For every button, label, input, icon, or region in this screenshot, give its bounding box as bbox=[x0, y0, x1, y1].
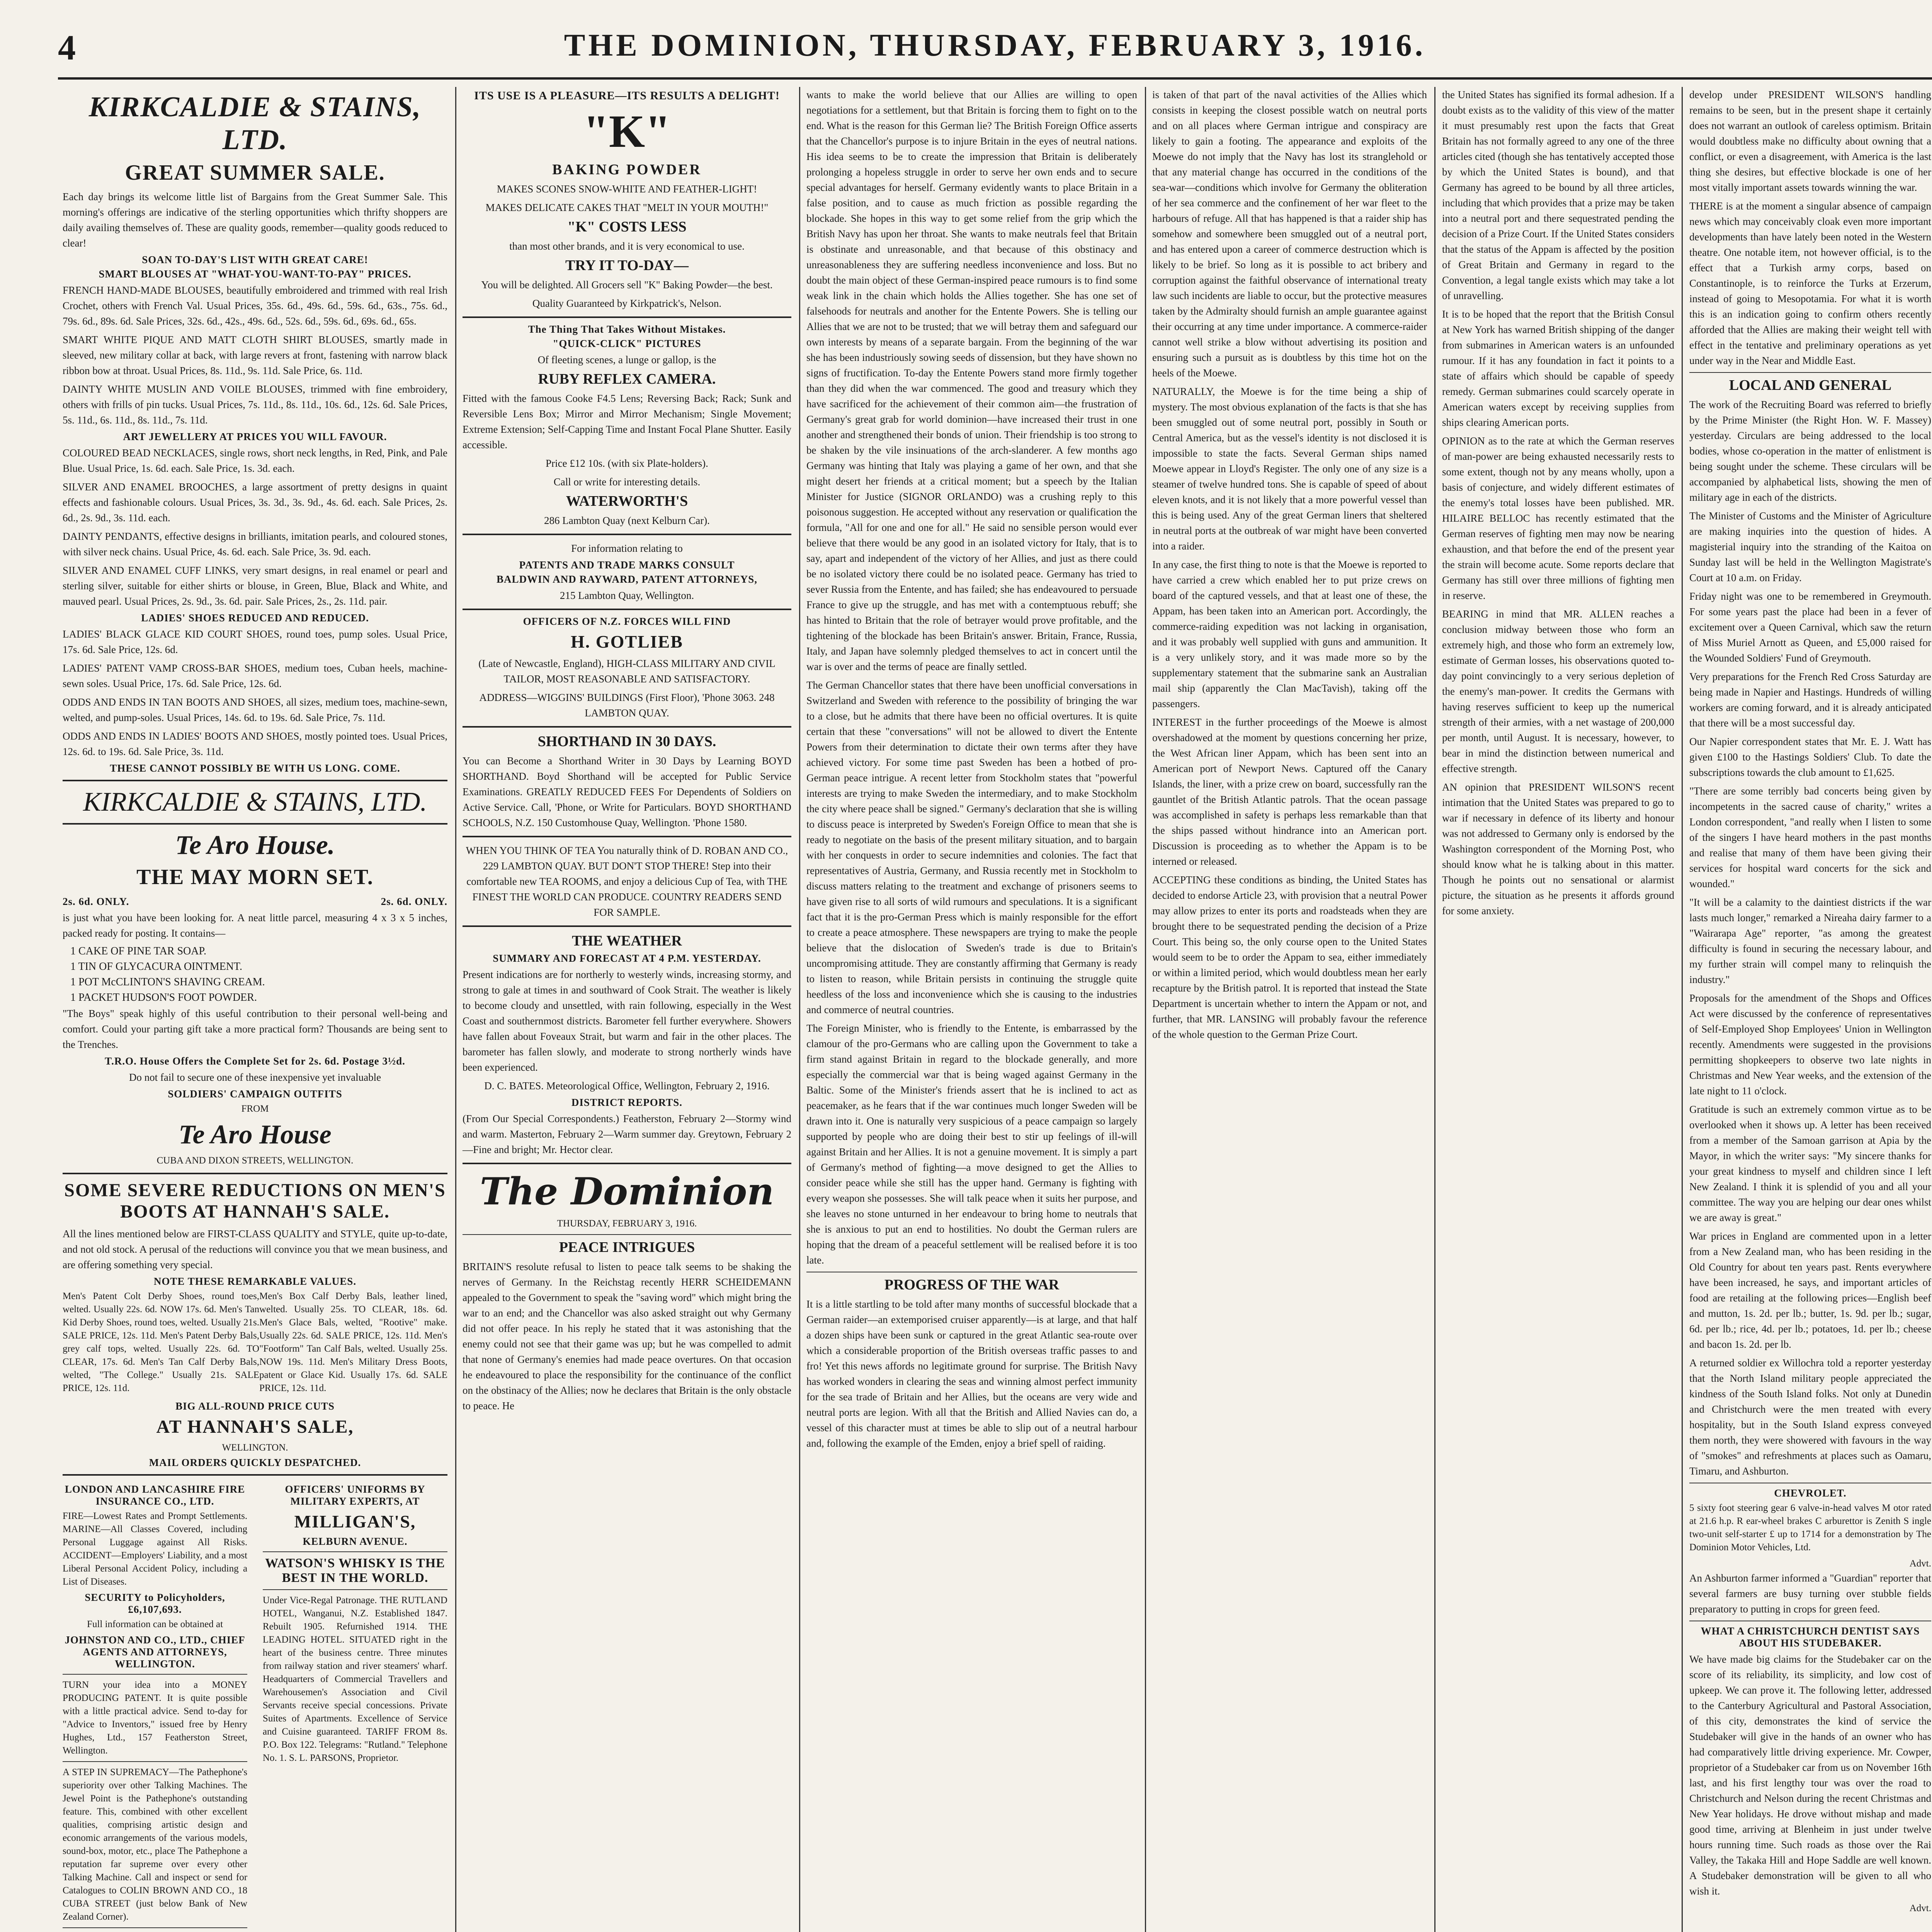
district-heading: DISTRICT REPORTS. bbox=[571, 1097, 683, 1108]
london-agents: JOHNSTON AND CO., LTD., CHIEF AGENTS AND ATTORNEYS, WELLINGTON. bbox=[65, 1634, 245, 1670]
ad-divider bbox=[263, 1589, 447, 1590]
local-news-item: Proposals for the amendment of the Shops and Offices Act were discussed by the conference of representatives of Self-Employed Shop Employees' Union in Wellington recently. Amendments were suggested in the provisions permitting shopkeepers to observe two late nights in Christmas and New Year weeks, and the extension of the late night to 11 o'clock. bbox=[1689, 992, 1931, 1097]
te-aro-price: 2s. 6d. ONLY. bbox=[381, 896, 447, 907]
kirkcaldie-subheading: SMART BLOUSES AT "WHAT-YOU-WANT-TO-PAY" PRICES. bbox=[99, 268, 412, 280]
weather-subheading: SUMMARY AND FORECAST AT 4 P.M. YESTERDAY. bbox=[493, 952, 761, 964]
camera-product: RUBY REFLEX CAMERA. bbox=[538, 371, 716, 387]
kirkcaldie-subheading: ART JEWELLERY AT PRICES YOU WILL FAVOUR. bbox=[123, 431, 387, 442]
te-aro-paragraph: "The Boys" speak highly of this useful contribution to their personal well-being and comfort. Could your parting gift take a more practical form? Thousands are being sent to the Trenches. bbox=[63, 1008, 447, 1050]
kirkcaldie-intro: Each day brings its welcome little list of Bargains from the Great Summer Sale. This morning's offerings are indicative of the sterling opportunities which thrifty shoppers are daily availing themselves of. These are quality goods, remember—quality goods reduced to clear! bbox=[63, 191, 447, 249]
column-3-editorial bbox=[802, 87, 1142, 1932]
camera-cta: Call or write for interesting details. bbox=[553, 476, 701, 488]
milligan-heading: OFFICERS' UNIFORMS BY MILITARY EXPERTS, AT bbox=[285, 1483, 425, 1507]
kirkcaldie-brand-repeat: KIRKCALDIE & STAINS, LTD. bbox=[83, 787, 427, 817]
kirkcaldie-subheading: LADIES' SHOES REDUCED AND REDUCED. bbox=[141, 612, 369, 624]
k-baking-try-text: You will be delighted. All Grocers sell "K" Baking Powder—the best. bbox=[481, 279, 773, 291]
editorial-paragraph: The German Chancellor states that there have been unofficial conversations in Switzerland and Sweden with reference to the possibility of bringing the war to a close, but he admits that there have been no official overtures. It is quite certain that these "conversations" will not be allowed to divert the Entente Powers from their determination to dictate their own terms after they have achieved victory. For some time past Sweden has been a hotbed of pro-German peace intrigue. A recent letter from Stockholm states that "powerful interests are trying to make Sweden the intermediary, and to make Stockholm the city where peace shall be signed." Germany's declaration that she is willing to discuss peace is interpreted by Sweden's Foreign Office to mean that she is ready to negotiate on the basis of the present military situation, and to bargain with her conquests in order to secure indemnities and colonies. The fact that representatives of Austria, Germany, and Russia recently met in Stockholm to discuss matters relating to the treatment and exchange of prisoners seems to have given rise to all sorts of wild rumours and speculations. It is a significant fact that it is the pro-German Press which is mainly responsible for the effort to create a peace atmosphere. These newspapers are trying to make the people believe that the dislocation of Sweden's trade is due to Britain's uncompromising attitude. They are constantly affirming that Germany is ready to listen to reason, while Britain persists in continuing the struggle quite heedless of the loss and inconvenience which she is causing to the industries and commerce of neutral countries. bbox=[806, 679, 1137, 1015]
editorial-paragraph: ACCEPTING these conditions as binding, the United States has decided to endorse Article 23, with provision that a neutral Power may allow prizes to enter its ports and roadsteads when they are brought there to be sequestrated pending the decision of a Prize Court. This being so, the only course open to the United States would seem to be to order the Appam to sea, either immediately or within a limited period, which would doubtless mean her early recapture by the British patrol. It is reported that instead the State Department is uncertain whether to intern the Appam or not, and further, that MR. LANSING will probably favour the reference of the whole question to the German Prize Court. bbox=[1152, 874, 1427, 1040]
te-aro-offer: T.R.O. House Offers the Complete Set for 2s. 6d. Postage 3½d. bbox=[105, 1055, 405, 1067]
kirkcaldie-item: SILVER AND ENAMEL BROOCHES, a large assortment of pretty designs in quaint effects and fashionable colours. Usual Prices, 3s. 3d., 3s. 9d., 4s. 6d. each. Sale Prices, 2s. 6d., 2s. 9d., 3s. 11d. each. bbox=[63, 481, 447, 524]
editorial-paragraph: In any case, the first thing to note is that the Moewe is reported to have carried a crew which enabled her to put prize crews on board of the captured vessels, and that at least one of these, the Appam, has been taken into an American port. Accordingly, the commerce-raiding expedition was not lacking in organisation, and it was probably well supplied with guns and ammunition. It is a very unlikely story, and it was made more so by the supplementary statement that the submarine sank an Australian mail ship (apparently the Clan MacTavish), taking off the passengers. bbox=[1152, 559, 1427, 709]
column-4-editorial bbox=[1148, 87, 1432, 1932]
milligan-address: KELBURN AVENUE. bbox=[303, 1536, 408, 1547]
district-text: (From Our Special Correspondents.) Featherston, February 2—Stormy wind and warm. Masterton, February 2—Warm summer day. Greytown, February 2—Fine and bright; Mr. Hector clear. bbox=[463, 1113, 791, 1155]
local-news-item: Friday night was one to be remembered in Greymouth. For some years past the place had been in a fever of excitement over a Queen Carnival, which saw the return of Miss Muriel Arnott as Queen, and £5,000 raised for the Wounded Soldiers' Fund of Greymouth. bbox=[1689, 590, 1931, 664]
column-rule bbox=[1434, 87, 1435, 1932]
tea-ad: WHEN YOU THINK OF TEA You naturally think of D. ROBAN AND CO., 229 LAMBTON QUAY. BUT DON'T STOP THERE! Step into their comfortable new TEA ROOMS, and enjoy a delicious Cup of Tea, with THE FINEST THE WORLD CAN PRODUCE. COUNTRY READERS SEND FOR SAMPLE. bbox=[466, 845, 788, 918]
editorial-paragraph: OPINION as to the rate at which the German reserves of man-power are being exhausted necessarily rests to some extent, though not by any means wholly, upon a basis of conjecture, and widely different estimates of the enemy's total losses have been published. MR. HILAIRE BELLOC has recently estimated that the German reserves of fighting men may now be nearing exhaustion, and that before the end of the present year the strain will become acute. Some reports declare that Germany has still over three millions of fighting men in reserve. bbox=[1442, 435, 1674, 601]
ad-divider bbox=[63, 780, 447, 781]
te-aro-address: CUBA AND DIXON STREETS, WELLINGTON. bbox=[156, 1155, 354, 1166]
local-news-item: War prices in England are commented upon in a letter from a New Zealand man, who has been residing in the Old Country for about ten years past. Rents everywhere have been increased, he says, and important articles of food are retailing at the following prices—English beef and mutton, 1s. 2d. per lb.; butter, 1s. 9d. per lb.; sugar, 6d. per lb.; rice, 4d. per lb.; potatoes, 1d. per lb.; cheese and bacon 1s. 2d. per lb. bbox=[1689, 1230, 1931, 1350]
local-news-item: Very preparations for the French Red Cross Saturday are being made in Napier and Hastings. Hundreds of willing workers are coming forward, and it is already anticipated that there will be a most successful day. bbox=[1689, 671, 1931, 729]
ad-divider bbox=[463, 925, 791, 927]
weather-signature: D. C. BATES. Meteorological Office, Wellington, February 2, 1916. bbox=[484, 1080, 770, 1092]
column-6-local-news bbox=[1685, 87, 1932, 1932]
te-aro-heading: THE MAY MORN SET. bbox=[136, 865, 374, 889]
k-baking-quality: Quality Guaranteed by Kirkpatrick's, Nelson. bbox=[532, 298, 722, 309]
milligan-name: MILLIGAN'S, bbox=[294, 1512, 416, 1531]
kirkcaldie-subheading: SOAN TO-DAY'S LIST WITH GREAT CARE! bbox=[142, 254, 368, 265]
ad-divider bbox=[63, 1927, 247, 1928]
gotlieb-address: ADDRESS—WIGGINS' BUILDINGS (First Floor), 'Phone 3063. 248 LAMBTON QUAY. bbox=[479, 692, 775, 719]
patent-ad: TURN your idea into a MONEY PRODUCING PATENT. It is quite possible with a little practical advice. Send to-day for "Advice to Inventors," issued free by Henry Hughes, Ltd., 157 Featherston Street, Wellington. bbox=[63, 1680, 248, 1756]
te-aro-intro: is just what you have been looking for. A neat little parcel, measuring 4 x 3 x 5 inches, packed ready for posting. It contains— bbox=[63, 912, 447, 939]
k-baking-cost: "K" COSTS LESS bbox=[567, 219, 687, 235]
column-2-advertisements bbox=[458, 87, 796, 1932]
ad-divider bbox=[463, 534, 791, 535]
ad-divider bbox=[63, 1761, 247, 1762]
kirkcaldie-item: DAINTY PENDANTS, effective designs in brilliants, imitation pearls, and coloured stones, with silver neck chains. Usual Price, 4s. 6d. each. Sale Price, 3s. 9d. each. bbox=[63, 531, 447, 558]
kirkcaldie-item: DAINTY WHITE MUSLIN AND VOILE BLOUSES, trimmed with fine embroidery, others with frills of pin tucks. Usual Prices, 7s. 11d., 8s. 11d., 10s. 6d., 12s. 6d. Sale Prices, 5s. 11d., 6s. 11d., 8s. 11d., 7s. 11d. bbox=[63, 383, 447, 426]
kirkcaldie-item: LADIES' BLACK GLACE KID COURT SHOES, round toes, pump soles. Usual Price, 17s. 6d. Sale Price, 12s. 6d. bbox=[63, 628, 447, 655]
weather-heading: THE WEATHER bbox=[572, 933, 682, 949]
hannah-mail-orders: MAIL ORDERS QUICKLY DESPATCHED. bbox=[149, 1457, 361, 1468]
k-baking-try: TRY IT TO-DAY— bbox=[565, 257, 689, 274]
hannah-footer: AT HANNAH'S SALE, bbox=[156, 1417, 354, 1437]
local-news-item: The Minister of Customs and the Minister of Agriculture are making inquiries into the question of hides. A magisterial inquiry into the stranding of the Kaitoa on Sunday last will be held in the Wellington Magistrate's Court at 10 a.m. on Friday. bbox=[1689, 510, 1931, 583]
hannah-subheading: NOTE THESE REMARKABLE VALUES. bbox=[153, 1276, 357, 1287]
local-news-item: Our Napier correspondent states that Mr. E. J. Watt has given £100 to the Hastings Soldiers' Club. To date the subscriptions towards the club amount to £1,625. bbox=[1689, 736, 1931, 778]
patents-info: For information relating to bbox=[571, 543, 683, 554]
milligan-ad bbox=[263, 1481, 447, 1932]
te-aro-from: FROM bbox=[241, 1104, 269, 1114]
ad-divider bbox=[463, 1163, 791, 1164]
hannah-heading: SOME SEVERE REDUCTIONS ON MEN'S BOOTS AT HANNAH'S SALE. bbox=[64, 1180, 446, 1222]
peace-text: BRITAIN'S resolute refusal to listen to peace talk seems to be shaking the nerves of Germany. In the Reichstag recently HERR SCHEIDEMANN appealed to the Government to speak the "saving word" which might bring the war to an end; and the Chancellor was also asked straight out why Germany did not offer peace. In his reply he stated that it was astonishing that the enemy could not see that their game was up; but he was compelled to admit that none of Germany's enemies had made peace overtures. On that occasion he endeavoured to place the responsibility for the continuance of the conflict on the obstinacy of the Allies; now he declares that Britain is the only obstacle to peace. He bbox=[463, 1261, 791, 1412]
ad-divider bbox=[63, 1674, 247, 1675]
editorial-paragraph: develop under PRESIDENT WILSON'S handling remains to be seen, but in the present shape it certainly does not warrant an outlook of careless optimism. Britain would doubtless make no difficulty about owning that a conflict, or even a disagreement, with America is the last thing she desires, but effective blockade is one of her most vitally important assets towards winning the war. bbox=[1689, 89, 1931, 193]
dentist-advt: Advt. bbox=[1909, 1903, 1931, 1913]
k-baking-lead: ITS USE IS A PLEASURE—ITS RESULTS A DELIGHT! bbox=[474, 89, 780, 102]
ad-divider bbox=[463, 316, 791, 318]
editorial-paragraph: INTEREST in the further proceedings of the Moewe is almost overshadowed at the moment by questions concerning her prize, the West African liner Appam, which has been sent into an American port of Newport News. Captured off the Canary Islands, the liner, with a prize crew on board, successfully ran the gauntlet of the British Atlantic patrols. That the ocean passage was accomplished in safety is perhaps less remarkable than that the ships passed without hindrance into an American port. Discussion is proceeding as to whether the Appam is to be interned or released. bbox=[1152, 716, 1427, 867]
masthead bbox=[58, 27, 1932, 70]
kirkcaldie-item: SMART WHITE PIQUE AND MATT CLOTH SHIRT BLOUSES, smartly made in sleeved, new military collar at back, with large revers at front, fastening with narrow black ribbon bow at throat. Usual Prices, 8s. 11d., 9s. 11d. Sale Price, 6s. 11d. bbox=[63, 334, 447, 376]
te-aro-title-repeat: Te Aro House bbox=[179, 1120, 332, 1150]
gotlieb-lead: OFFICERS OF N.Z. FORCES WILL FIND bbox=[523, 616, 731, 627]
london-text: FIRE—Lowest Rates and Prompt Settlements. MARINE—All Classes Covered, including Personal Luggage against All Risks. ACCIDENT—Employers' Liability, and a most Liberal Personal Accident Policy, including a List of Diseases. bbox=[63, 1511, 248, 1587]
k-baking-product: BAKING POWDER bbox=[552, 162, 702, 178]
kirkcaldie-heading: GREAT SUMMER SALE. bbox=[125, 161, 385, 185]
masthead-rule bbox=[58, 77, 1932, 80]
camera-sub: "QUICK-CLICK" PICTURES bbox=[553, 338, 701, 349]
ad-divider bbox=[63, 823, 447, 825]
te-aro-contents-item: 1 CAKE OF PINE TAR SOAP. bbox=[70, 945, 206, 957]
kirkcaldie-item: FRENCH HAND-MADE BLOUSES, beautifully embroidered and trimmed with real Irish Crochet, others with French Val. Usual Prices, 35s. 6d., 49s. 6d., 59s. 6d., 63s., 75s. 6d., 79s. 6d., 89s. 6d. Sale Prices, 32s. 6d., 42s., 49s. 6d., 52s. 6d., 59s. 6d., 69s. 6d., 65s. bbox=[63, 284, 447, 327]
local-news-item: An Ashburton farmer informed a "Guardian" reporter that several farmers are busy turning over stubble fields preparatory to putting in crops for green feed. bbox=[1689, 1572, 1931, 1615]
hannah-intro: All the lines mentioned below are FIRST-CLASS QUALITY and STYLE, quite up-to-date, and not old stock. A perusal of the reductions will convince you that we mean business, and are offering something very special. bbox=[63, 1228, 447, 1270]
chevrolet-text: 5 sixty foot steering gear 6 valve-in-head valves M otor rated at 21.6 h.p. R ear-wheel brakes C arburettor is Zenith S ingle two-unit self-starter £ up to 1714 for a demonstration by The Dominion Motor Vehicles, Ltd. bbox=[1689, 1503, 1931, 1553]
newspaper-title: THE DOMINION, THURSDAY, FEBRUARY 3, 1916. bbox=[564, 27, 1426, 63]
dominion-date: THURSDAY, FEBRUARY 3, 1916. bbox=[557, 1218, 697, 1229]
camera-heading: The Thing That Takes Without Mistakes. bbox=[528, 323, 726, 335]
ad-divider bbox=[463, 726, 791, 728]
gotlieb-sub: (Late of Newcastle, England), HIGH-CLASS MILITARY AND CIVIL TAILOR, MOST REASONABLE AND SATISFACTORY. bbox=[478, 658, 776, 685]
te-aro-contents-item: 1 TIN OF GLYCACURA OINTMENT. bbox=[70, 961, 242, 973]
column-5-editorial bbox=[1437, 87, 1679, 1932]
ad-divider bbox=[63, 1173, 447, 1174]
hannah-city: WELLINGTON. bbox=[222, 1442, 288, 1453]
dentist-heading: WHAT A CHRISTCHURCH DENTIST SAYS ABOUT HIS STUDEBAKER. bbox=[1701, 1625, 1920, 1649]
kirkcaldie-item: ODDS AND ENDS IN LADIES' BOOTS AND SHOES, mostly pointed toes. Usual Prices, 12s. 6d. to 19s. 6d. Sale Price, 3s. 11d. bbox=[63, 730, 447, 757]
te-aro-title: Te Aro House. bbox=[175, 830, 335, 860]
kirkcaldie-item: LADIES' PATENT VAMP CROSS-BAR SHOES, medium toes, Cuban heels, machine-sewn soles. Usual Price, 17s. 6d. Sale Price, 12s. 6d. bbox=[63, 662, 447, 689]
k-baking-cost-text: than most other brands, and it is very economical to use. bbox=[509, 240, 745, 252]
ad-divider bbox=[1689, 372, 1931, 373]
te-aro-price: 2s. 6d. ONLY. bbox=[63, 896, 129, 907]
editorial-paragraph: AN opinion that PRESIDENT WILSON'S recent intimation that the United States was prepared to go to war if necessary in defence of its liberty and honour was not addressed to Germany only is endorsed by the Washington correspondent of the Morning Post, who should know what he is talking about in this matter. Though he points out no sensational or alarmist picture, the situation as he presents it affords ground for some anxiety. bbox=[1442, 781, 1674, 917]
dentist-text: We have made big claims for the Studebaker car on the score of its reliability, its simplicity, and low cost of upkeep. We can prove it. The following letter, addressed to the Canterbury Agricultural and Pastoral Association, of this city, demonstrates the kind of service the Studebaker will give in the hands of an owner who has had comparatively little driving experience. Mr. Cowper, proprietor of a Studebaker car from us on November 16th last, and his first lengthy tour was over the road to Christchurch and Nelson during the recent Christmas and New Year holidays. He drove without mishap and made good time, arriving at Blenheim in just under twelve hours running time. Such roads as those over the Rai Valley, the Takaka Hill and Hope Saddle are well known. A Studebaker demonstration will be given to all who wish it. bbox=[1689, 1653, 1931, 1897]
ad-divider bbox=[63, 1474, 447, 1476]
column-1-advertisements bbox=[58, 87, 452, 1932]
te-aro-contents-item: 1 POT McCLINTON'S SHAVING CREAM. bbox=[70, 976, 265, 988]
kirkcaldie-item: COLOURED BEAD NECKLACES, single rows, short neck lengths, in Red, Pink, and Pale Blue. Usual Price, 1s. 6d. each. Sale Price, 1s. 3d. each. bbox=[63, 447, 447, 474]
london-heading: LONDON AND LANCASHIRE FIRE INSURANCE CO., LTD. bbox=[65, 1483, 245, 1507]
dominion-logo: The Dominion bbox=[480, 1170, 774, 1213]
london-security: SECURITY to Policyholders, £6,107,693. bbox=[85, 1592, 225, 1615]
column-rule bbox=[1145, 87, 1146, 1932]
ad-divider bbox=[463, 836, 791, 837]
te-aro-note: Do not fail to secure one of these inexpensive yet invaluable bbox=[129, 1071, 381, 1083]
weather-text: Present indications are for northerly to westerly winds, increasing stormy, and strong to gale at times in and southward of Cook Strait. The weather is likely to become cloudy and unsettled, with rain following, especially in the West Coast and southernmost districts. Barometer fell further everywhere. Showers have fallen about Foveaux Strait, but warm and fair in the other places. The barometer has fallen slowly, and moderate to strong northerly winds have been experienced. bbox=[463, 969, 791, 1073]
hannah-values-left: Men's Patent Colt Derby Shoes, round toes, welted. Usually 22s. 6d. NOW 17s. 6d. Men's Tan Kid Derby Shoes, round toes, welted. Usually 21s. SALE PRICE, 12s. 11d. Men's Patent Derby Bals, grey calf tops, welted. Usually 22s. 6d. TO CLEAR, 17s. 6d. Men's Tan Calf Derby Bals, welted, "The College." Usually 21s. SALE PRICE, 12s. 11d. bbox=[63, 1291, 260, 1393]
hannah-values-right: Men's Box Calf Derby Bals, leather lined, welted. Usually 25s. TO CLEAR, 18s. 6d. Men's Glace Bals, welted, "Rootive" make. Usually 22s. 6d. SALE PRICE, 12s. 11d. Men's "Footform" Tan Calf Bals, welted. Usually 25s. NOW 19s. 11d. Men's Military Dress Boots, patent or Glace Kid. Usually 17s. 6d. SALE PRICE, 12s. 11d. bbox=[259, 1291, 447, 1393]
camera-body: Fitted with the famous Cooke F4.5 Lens; Reversing Back; Rack; Sunk and Reversible Lens Box; Mirror and Mirror Mechanism; Single Movement; Extreme Extension; Self-Capping Time and Instant Focal Plane Shutter. Easily accessible. bbox=[463, 393, 791, 451]
ad-divider bbox=[463, 1234, 791, 1235]
gotlieb-name: H. GOTLIEB bbox=[571, 632, 683, 651]
progress-text: It is a little startling to be told after many months of successful blockade that a German raider—an extemporised cruiser apparently—is at large, and that half a dozen ships have been sunk or captured in the great Atlantic sea-route over which a considerable proportion of the British overseas traffic passes to and fro! Yet this news affords no legitimate ground for surprise. The British Navy has worked wonders in clearing the seas and winning almost perfect immunity for the sea trade of Britain and her Allies, but the oceans are very wide and neutral ports are legion. With all that the British and Allied Navies can do, a vessel of this character must at times be able to slip out of a neutral harbour and, following the example of the Emden, enjoy a brief spell of raiding. bbox=[806, 1298, 1137, 1449]
camera-text: Of fleeting scenes, a lunge or gallop, is the bbox=[537, 354, 716, 366]
te-aro-subheading: SOLDIERS' CAMPAIGN OUTFITS bbox=[168, 1088, 342, 1100]
editorial-paragraph: THERE is at the moment a singular absence of campaign news which may conceivably cloak even more important developments than have lately been noted in the Western theatre. One notable item, not however official, is to the effect that a Turkish army corps, based on Constantinople, is to reinforce the Turks at Erzerum, instead of going to Mesopotamia. For what it is worth this is an indication going to confirm others recently afforded that the Allies are making their weight tell with effect in the tentative and preliminary operations as yet under way in the Near and Middle East. bbox=[1689, 200, 1931, 366]
chevrolet-advt: Advt. bbox=[1909, 1558, 1931, 1569]
rutland-hotel-ad: Under Vice-Regal Patronage. THE RUTLAND HOTEL, Wanganui, N.Z. Established 1847. Rebuilt 1905. Refurnished 1914. THE LEADING HOTEL. SITUATED right in the heart of the business centre. Three minutes from railway station and river steamers' wharf. Headquarters of Commercial Travellers and Warehousemen's Association and Civil Servants receive special concessions. Private Suites of Apartments. Excellence of Service and Cuisine guaranteed. TARIFF FROM 8s. P.O. Box 122. Telegrams: "Rutland." Telephone No. 1. S. L. PARSONS, Proprietor. bbox=[262, 1595, 447, 1763]
hannah-subheading: BIG ALL-ROUND PRICE CUTS bbox=[175, 1400, 335, 1412]
chevrolet-heading: CHEVROLET. bbox=[1774, 1487, 1847, 1499]
kirkcaldie-footer: THESE CANNOT POSSIBLY BE WITH US LONG. COME. bbox=[110, 762, 400, 774]
k-baking-letter: "K" bbox=[583, 105, 671, 157]
editorial-paragraph: BEARING in mind that MR. ALLEN reaches a conclusion midway between those who form an extremely high, and those who form an extremely low, estimate of German losses, his observations quoted to-day point convincingly to a very serious depletion of the enemy's man-power. It credits the Germans with having reserves sufficient to keep up the numerical strength of their armies, with a net wastage of 200,000 per month, until August. It is necessary, however, to bear in mind the distinction between numerical and effective strength. bbox=[1442, 608, 1674, 774]
local-news-item: "It will be a calamity to the daintiest districts if the war lasts much longer," remarked a Nireaha dairy farmer to a "Wairarapa Age" reporter, "as among the greatest difficulty is found in securing the necessary labour, and my further strain will compel many to relinquish the industry." bbox=[1689, 896, 1931, 985]
column-rule bbox=[455, 87, 456, 1932]
patents-name: BALDWIN AND RAYWARD, PATENT ATTORNEYS, bbox=[496, 573, 758, 585]
editorial-paragraph: The Foreign Minister, who is friendly to the Entente, is embarrassed by the clamour of the pro-Germans who are calling upon the Government to take a firm stand against Britain in regard to the blockade generally, and more especially the commercial war that is being waged against Germany in the Baltic. Some of the Minister's friends assert that he is inclined to act as peacemaker, as he fears that if the war continues much longer Sweden will be drawn into it. One is naturally very suspicious of a peace campaign so largely supported by people who are doing their best to stir up feelings of ill-will against Britain and her Allies. It is not a genuine movement. It is simply a part of Germany's method of fighting—a move designed to get the Allies to consider peace while she still has the upper hand. Germany is fighting with every weapon she possesses. She will talk peace when it suits her purpose, and she leaves no stone unturned in her endeavour to bring home to neutrals that she is anxious to put an end to hostilities. No doubt the German rulers are hoping that the dream of a peaceful settlement will be realised before it is too late. bbox=[806, 1022, 1137, 1266]
column-rule bbox=[1682, 87, 1683, 1932]
local-news-item: "There are some terribly bad concerts being given by incompetents in the sacred cause of charity," writes a London correspondent, "and really when I listen to some of the singers I have heard mothers in the past months and realise that many of them have been giving their services for hospital ward concerts for the sick and wounded." bbox=[1689, 785, 1931, 889]
local-news-item: The work of the Recruiting Board was referred to briefly by the Prime Minister (the Right Hon. W. F. Massey) yesterday. Circulars are being addressed to the local bodies, whose co-operation in the matter of enlistment is being sought under the scheme. These circulars will be accompanied by alphabetical lists, showing the men of military age in each of the districts. bbox=[1689, 399, 1931, 503]
editorial-paragraph: It is to be hoped that the report that the British Consul at New York has warned British shipping of the danger from submarines in American waters is an unfounded rumour. If it has any foundation in fact it points to a state of affairs which should be capable of speedy remedy. German submarines could scarcely operate in American waters except by receiving supplies from ships clearing American ports. bbox=[1442, 308, 1674, 428]
kirkcaldie-brand: KIRKCALDIE & STAINS, LTD. bbox=[88, 91, 422, 156]
progress-heading: PROGRESS OF THE WAR bbox=[884, 1277, 1060, 1293]
patents-address: 215 Lambton Quay, Wellington. bbox=[560, 590, 694, 601]
watson-whisky-ad: WATSON'S WHISKY IS THE BEST IN THE WORLD. bbox=[265, 1556, 445, 1585]
london-info: Full information can be obtained at bbox=[87, 1619, 223, 1629]
shorthand-text: You can Become a Shorthand Writer in 30 Days by Learning BOYD SHORTHAND. Boyd Shorthand will be accepted for Public Service Examinations. GREATLY REDUCED FEES For Dependents of Soldiers on Active Service. Call, 'Phone, or Write for Particulars. BOYD SHORTHAND SCHOOLS, N.Z. 150 Customhouse Quay, Wellington. 'Phone 1580. bbox=[463, 755, 791, 828]
peace-heading: PEACE INTRIGUES bbox=[559, 1239, 695, 1255]
k-baking-line: MAKES SCONES SNOW-WHITE AND FEATHER-LIGHT! bbox=[497, 183, 757, 195]
column-rule bbox=[799, 87, 800, 1932]
waterworth-name: WATERWORTH'S bbox=[566, 493, 688, 509]
ad-divider bbox=[263, 1551, 447, 1552]
london-lancashire-ad bbox=[63, 1481, 247, 1932]
waterworth-address: 286 Lambton Quay (next Kelburn Car). bbox=[544, 515, 710, 526]
kirkcaldie-item: ODDS AND ENDS IN TAN BOOTS AND SHOES, all sizes, medium toes, machine-sewn, welted, and pump-soles. Usual Prices, 14s. 6d. to 19s. 6d. Sale Price, 7s. 11d. bbox=[63, 696, 447, 723]
te-aro-contents-item: 1 PACKET HUDSON'S FOOT POWDER. bbox=[70, 992, 257, 1003]
editorial-paragraph: NATURALLY, the Moewe is for the time being a ship of mystery. The most obvious explanation of the facts is that she has been smuggled out of some neutral port, possibly in South or Central America, but as the vessel's identity is not disclosed it is impossible to state the facts. Several German ships named Moewe appear in Lloyd's Register. The only one of any size is a steamer of twelve hundred tons. She is capable of speed of about eleven knots, and it is not likely that a more powerful vessel than this is being used. Any of the great German liners that sheltered in neutral ports at the outbreak of war might have been converted into a raider. bbox=[1152, 386, 1427, 552]
local-news-item: A returned soldier ex Willochra told a reporter yesterday that the North Island military people appreciated the kindness of the South Island folks. Not only at Dunedin and Christchurch were the men treated with every hospitality, but in the South Island express conveyed them north, they were showered with favours in the way of "smokes" and refreshments at places such as Oamaru, Timaru, and Ashburton. bbox=[1689, 1357, 1931, 1477]
camera-price: Price £12 10s. (with six Plate-holders). bbox=[546, 457, 708, 469]
patents-heading: PATENTS AND TRADE MARKS CONSULT bbox=[519, 559, 735, 571]
editorial-paragraph: wants to make the world believe that our Allies are willing to open negotiations for a settlement, but that Britain is forcing them to fight on to the end. What is the reason for this German lie? The British Foreign Office asserts that the Chancellor's purpose is to injure Britain in the eyes of neutral nations. His idea seems to be to create the impression that Britain is deliberately prolonging a hopeless struggle in order to serve her own ends and to secure special advantages for herself. Germany evidently wants to place Britain in a false position, and to cause as much friction as possible regarding the blockade. She hopes in this way to get some relief from the grip which the British Navy has upon her throat. She wants to make neutrals feel that Britain is obstinate and unreasonable, and that because of this obstinacy and unreasonableness they are suffering needless inconvenience and loss. But no doubt the main object of these German-inspired peace rumours is to find some weak link in the chain which holds the Allies together. She has one set of falsehoods for neutrals and another for the Entente Powers. She is telling our Allies that we are not to be trusted; that we will betray them and safeguard our own interests by means of a separate bargain. From the beginning of the war she has been industriously sowing seeds of dissension, but they have shown no signs of fructification. To-day the Entente Powers stand more firmly together than they did when the war commenced. The good and treasury which they have sacrificed for the achievement of their common aim—the frustration of Germany's great grab for world dominion—have increased their trust in one another and strengthened their bonds of union. Their friendship is too strong to be shaken by the vile insinuations of the arch-slanderer. A few months ago Germany was hinting that Italy was playing a game of her own, and that she might desert her friends at a critical moment; but a speech by the Italian Minister for Justice (SIGNOR ORLANDO) was a crushing reply to this poisonous suggestion. He accepted without any reservation or qualification the formula, "All for one and one for all." He said no sensible person would ever believe that there would be any good in an isolated victory for Italy, that is to say, apart and independent of the victory of her Allies, and just as there could be no isolated victory there could be no isolated peace. Germany has tried to sever Russia from the Entente, and has failed; she has endeavoured to persuade France to give up the struggle, and has met with a contemptuous rebuff; she has hinted to Britain that the role of betrayer would prove profitable, and the tightening of the blockade has been Britain's answer. Britain, France, Russia, Italy, and Japan have solemnly pledged themselves to act in concert until the war is over and the terms of peace are finally settled. bbox=[806, 89, 1137, 672]
page-number: 4 bbox=[58, 28, 76, 67]
kirkcaldie-item: SILVER AND ENAMEL CUFF LINKS, very smart designs, in real enamel or pearl and sterling silver, suitable for either shirts or blouse, in Green, Blue, Black and White, and mauved pearl. Usual Prices, 2s. 9d., 3s. 6d. pair. Sale Prices, 2s., 2s. 11d. pair. bbox=[63, 565, 447, 607]
editorial-paragraph: is taken of that part of the naval activities of the Allies which consists in keeping the closest possible watch on neutral ports and on all places where German intrigue and conspiracy are likely to gain a footing. The appearance and exploits of the Moewe do not imply that the Navy has lost its stranglehold or that any material change has occurred in the conditions of the sea-war—conditions which involve for Germany the obliteration of her sea commerce and the confinement of her war fleet to the harbours of refuge. All that has happened is that a raider ship has somehow and somewhere been smuggled out of a neutral port, and has entered upon a career of commerce destruction which is likely to be brief. So long as it is possible to act bribery and corruption against the faithful observance of international treaty law such incidents are liable to occur, but the protective measures taken by the Admiralty should furnish an ample guarantee against their occurring at any time under importance. A commerce-raider cannot well strike a blow without advertising its position and ensuring such a pursuit as is doubtless by this time hot on the heels of the Moewe. bbox=[1152, 89, 1427, 379]
pathephone-ad: A STEP IN SUPREMACY—The Pathephone's superiority over other Talking Machines. The Jewel Point is the Pathephone's outstanding feature. This, combined with other excellent qualities, comprising artistic design and economic arrangements of the various models, sound-box, motor, etc., place The Pathephone a reputation far supreme over every other Talking Machine. Call and inspect or send for Catalogues to COLIN BROWN AND CO., 18 CUBA STREET (just below Bank of New Zealand Corner). bbox=[63, 1767, 248, 1922]
local-general-heading: LOCAL AND GENERAL bbox=[1729, 377, 1892, 393]
ad-divider bbox=[463, 609, 791, 610]
k-baking-line: MAKES DELICATE CAKES THAT "MELT IN YOUR MOUTH!" bbox=[485, 202, 769, 213]
local-news-item: Gratitude is such an extremely common virtue as to be overlooked when it shows up. A letter has been received from a member of the Samoan garrison at Apia by the Mayor, in which the writer says: "My sincere thanks for your great kindness to myself and children since I left New Zealand. I think it is splendid of you and all your committee. The way you are helping our dear ones whilst we are away is great." bbox=[1689, 1104, 1931, 1223]
shorthand-heading: SHORTHAND IN 30 DAYS. bbox=[537, 733, 716, 750]
editorial-paragraph: the United States has signified its formal adhesion. If a doubt exists as to the validity of this view of the matter it must presumably rest upon the facts that Great Britain has not formally agreed to any one of the three articles cited (though she has tentatively accepted those by which the United States is bound), and that Germany has agreed to be bound by all three articles, including that which provides that a prize may be taken into a neutral port and there sequestrated pending the decision of a Prize Court. If the United States considers that the status of the Appam is affected by the position of Great Britain and Germany in regard to the Convention, a legal tangle exists which may take a lot of unravelling. bbox=[1442, 89, 1674, 301]
